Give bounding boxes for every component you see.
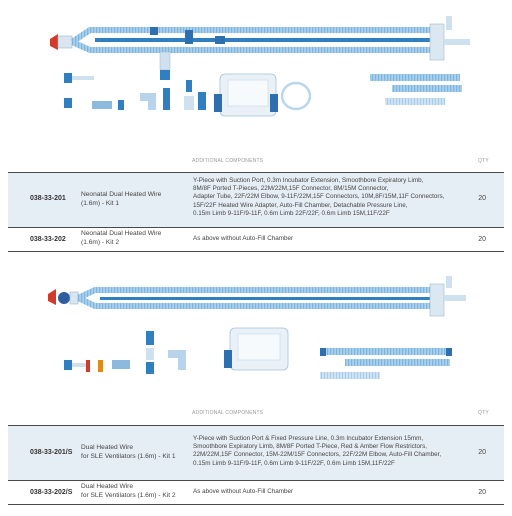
quantity: 20	[478, 449, 486, 456]
table-row	[8, 172, 504, 227]
column-header-qty: QTY	[478, 410, 489, 416]
column-header-qty: QTY	[478, 158, 489, 164]
quantity: 20	[478, 236, 486, 243]
product-code: 038-33-202/S	[30, 489, 73, 496]
quantity: 20	[478, 195, 486, 202]
auto-fill-chamber	[224, 328, 288, 370]
quantity: 20	[478, 489, 486, 496]
column-header-components: ADDITIONAL COMPONENTS	[192, 158, 264, 164]
product-code: 038-33-201/S	[30, 449, 73, 456]
auto-fill-chamber	[214, 74, 278, 116]
product-code: 038-33-201	[30, 195, 66, 202]
components-list: Y-Piece with Suction Port & Fixed Pressure Line, 0.3m Incubator Extension 15mm, Smoothbore Expiratory Limb, 8M/8F Ported T-Piece, Red & Amber Flow Restrictors, 22M/22M,15F Connector, 15M-22M/15F Connectors, 22F/22M Elbow, Auto-Fill Chamber, 0.15m Limb 9-11F/9-11F, 0.6m Limb 9-11F/22F, 0.6m Limb 15M,11F/22F	[193, 435, 442, 467]
small-connectors	[64, 52, 206, 110]
product-image-sle-kit	[0, 268, 512, 408]
product-name: Dual Heated Wire for SLE Ventilators (1.6m) - Kit 1	[81, 444, 176, 460]
product-code: 038-33-202	[30, 236, 66, 243]
product-name: Dual Heated Wire for SLE Ventilators (1.6m) - Kit 2	[81, 483, 176, 499]
components-list: Y-Piece with Suction Port, 0.3m Incubator Extension, Smoothbore Expiratory Limb, 8M/8F Ported T-Pieces, 22M/22M,15F Connector, 8M/15M Connector, Adapter Tube, 22F/22M Elbow, 9-11F/22M,15F Connectors, 10M,8F/15M,11F Connectors, 15F/22F Heated Wire Adapter, Auto-Fill Chamber, Detachable Pressure Line, 0.15m Limb 9-11F/9-11F, 0.6m Limb 22F/22F, 0.6m Limb 15M,11F/22F	[193, 177, 445, 217]
small-connectors	[64, 331, 182, 374]
limb-tubes	[320, 348, 452, 379]
components-list: As above without Auto-Fill Chamber	[193, 235, 294, 242]
product-name: Neonatal Dual Heated Wire (1.6m) - Kit 2	[81, 230, 162, 246]
limb-tubes	[282, 74, 462, 109]
breathing-circuit-main	[48, 276, 466, 316]
table-row	[8, 480, 504, 504]
components-list: As above without Auto-Fill Chamber	[193, 488, 294, 495]
table-row	[8, 425, 504, 480]
table-row	[8, 227, 504, 251]
column-header-components: ADDITIONAL COMPONENTS	[192, 410, 264, 416]
product-name: Neonatal Dual Heated Wire (1.6m) - Kit 1	[81, 191, 162, 207]
breathing-circuit-main	[50, 16, 470, 60]
table-bottom-rule	[8, 504, 504, 505]
product-image-neonatal-kit	[0, 0, 512, 155]
table-bottom-rule	[8, 251, 504, 252]
